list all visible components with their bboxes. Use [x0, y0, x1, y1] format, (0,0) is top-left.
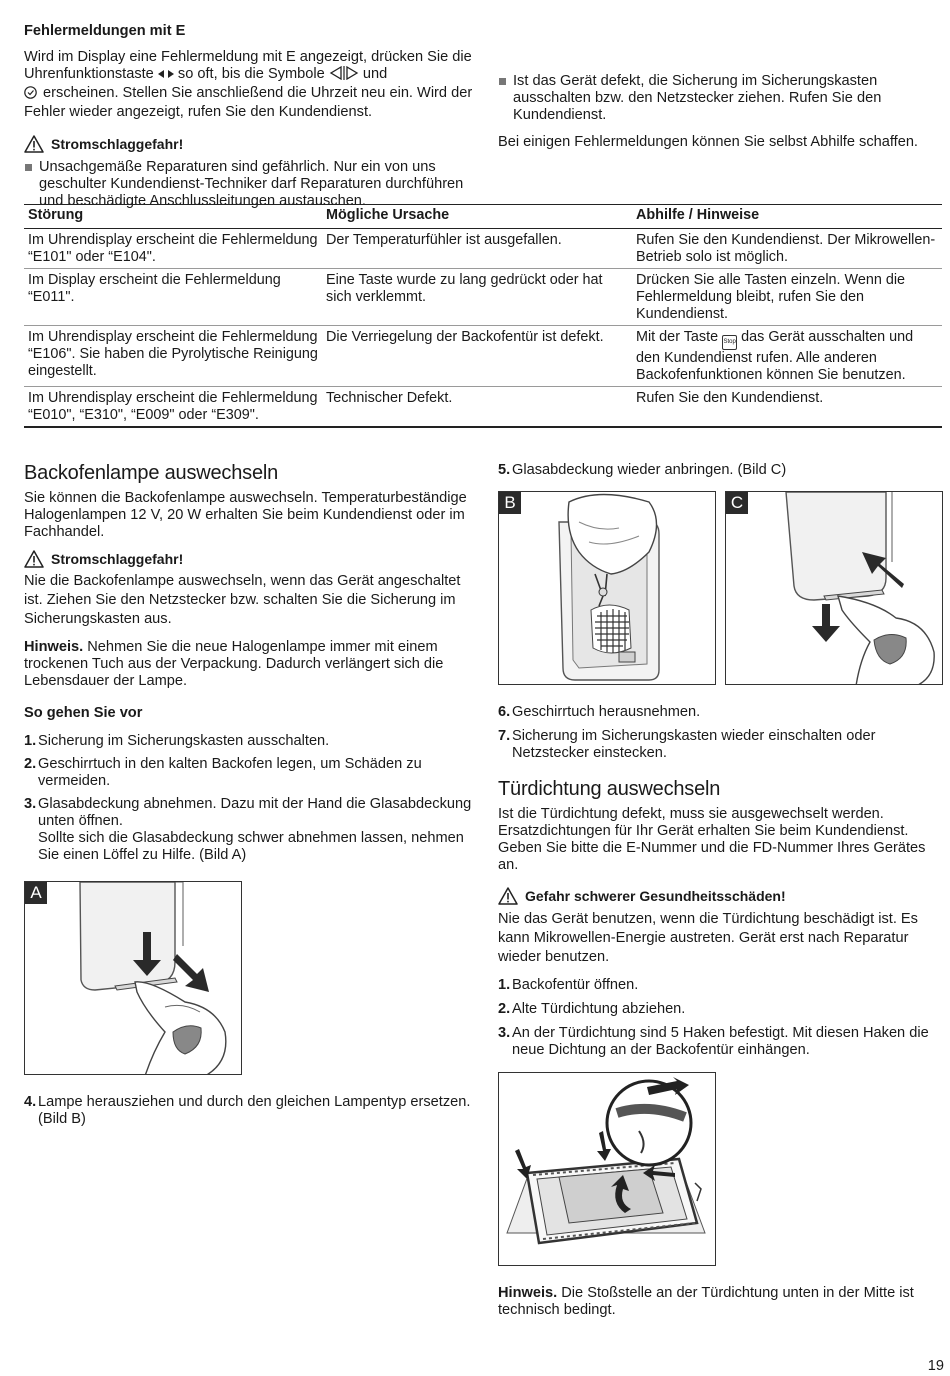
warning-icon	[498, 887, 518, 905]
step-text: Glasabdeckung abnehmen. Dazu mit der Hand die Glasabdeckung unten öffnen.	[38, 796, 472, 829]
step-list	[498, 462, 944, 479]
steps-6-7	[498, 704, 944, 768]
intro-text: so oft, bis die Symbole	[173, 66, 329, 82]
table-row	[24, 326, 942, 387]
door-seal-note	[498, 1285, 944, 1319]
stop-key-icon: Stop	[722, 335, 737, 350]
intro-paragraph	[24, 49, 474, 121]
step-list	[24, 1094, 474, 1128]
note-label: Hinweis.	[24, 639, 84, 655]
table-cell: Technischer Defekt.	[322, 387, 632, 428]
self-help-text: Bei einigen Fehlermeldungen können Sie selbst Abhilfe schaffen.	[498, 134, 918, 150]
figure-label: B	[499, 492, 521, 514]
step-text: Backofentür öffnen.	[512, 977, 639, 993]
howto-heading: So gehen Sie vor	[24, 705, 143, 721]
bullet-item: Unsachgemäße Reparaturen sind gefährlich. Nur ein von uns geschulter Kundendienst-Techniker darf Reparaturen durchführen und beschädigte Anschlussleitungen austauschen.	[24, 159, 474, 210]
clock-symbol-icon	[24, 86, 39, 104]
section-heading: Fehlermeldungen mit E	[24, 23, 186, 39]
step-number: 4.	[24, 1094, 37, 1110]
figure-door-seal	[498, 1072, 716, 1266]
clock-function-key-icon	[158, 66, 174, 83]
table-cell	[632, 326, 942, 387]
step-number: 3.	[498, 1025, 511, 1041]
step-item	[24, 756, 474, 790]
figure-c	[725, 491, 943, 685]
lamp-replacement-section	[24, 461, 474, 870]
figure-label: A	[25, 882, 47, 904]
error-messages-continuation	[498, 23, 944, 151]
arrows-symbol-icon	[329, 66, 359, 85]
step-number: 2.	[498, 1001, 511, 1017]
table-cell: Der Temperaturfühler ist ausgefallen.	[322, 229, 632, 269]
section-heading: Türdichtung auswechseln	[498, 778, 721, 800]
step-list	[498, 704, 944, 762]
intro-text: und	[358, 66, 388, 82]
figure-label: C	[726, 492, 748, 514]
step-text: An der Türdichtung sind 5 Haken befestigt. Mit diesen Haken die neue Dichtung an der Backofentür einhängen.	[512, 1025, 929, 1058]
step-text: Sicherung im Sicherungskasten wieder einschalten oder Netzstecker einstecken.	[512, 728, 876, 761]
table-cell: Im Display erscheint die Fehlermeldung “E011".	[24, 269, 322, 326]
warning-title: Stromschlaggefahr!	[51, 550, 184, 567]
step-text: Alte Türdichtung abziehen.	[512, 1001, 686, 1017]
warning-text: Nie die Backofenlampe auswechseln, wenn das Gerät angeschaltet ist. Ziehen Sie den Netzstecker bzw. schalten Sie die Sicherung im Sicherungskasten aus.	[24, 573, 461, 627]
bullet-item: Ist das Gerät defekt, die Sicherung im Sicherungskasten ausschalten bzw. den Netzstecker ziehen. Rufen Sie den Kundendienst.	[498, 73, 944, 124]
step-number: 2.	[24, 756, 37, 772]
step-text: Geschirrtuch in den kalten Backofen legen, um Schäden zu vermeiden.	[38, 756, 422, 789]
glass-cover-attach-illustration	[726, 492, 943, 685]
cell-text: Mit der Taste	[636, 329, 723, 345]
note-paragraph	[24, 639, 474, 690]
error-table	[24, 204, 942, 428]
step-item	[498, 704, 944, 721]
step-number: 1.	[498, 977, 511, 993]
door-seal-section	[498, 777, 944, 1065]
table-cell: Im Uhrendisplay erscheint die Fehlermeldung “E106". Sie haben die Pyrolytische Reinigung eingestellt.	[24, 326, 322, 387]
step-item	[498, 462, 944, 479]
step-5	[498, 462, 944, 485]
table-cell: Rufen Sie den Kundendienst.	[632, 387, 942, 428]
table-cell: Drücken Sie alle Tasten einzeln. Wenn die Fehlermeldung bleibt, rufen Sie den Kundendienst.	[632, 269, 942, 326]
table-header-row	[24, 205, 942, 229]
table-cell: Im Uhrendisplay erscheint die Fehlermeldung “E101" oder “E104".	[24, 229, 322, 269]
step-item	[498, 1025, 944, 1059]
step-item	[24, 733, 474, 750]
warning-title: Stromschlaggefahr!	[51, 135, 184, 152]
table-cell: Rufen Sie den Kundendienst. Der Mikrowellen-Betrieb solo ist möglich.	[632, 229, 942, 269]
health-hazard-warning	[498, 887, 944, 905]
intro-text: Wird im Display eine Fehlermeldung mit E angezeigt, drücken Sie die Uhrenfunktionstaste	[24, 49, 472, 82]
section-heading: Backofenlampe auswechseln	[24, 462, 279, 484]
step-text: Lampe herausziehen und durch den gleichen Lampentyp ersetzen. (Bild B)	[38, 1094, 471, 1127]
step-number: 1.	[24, 733, 37, 749]
table-row	[24, 387, 942, 428]
glass-cover-removal-illustration	[25, 882, 242, 1075]
intro-text: erscheinen. Stellen Sie anschließend die Uhrzeit neu ein. Wird der Fehler wieder angezeigt, rufen Sie den Kundendienst.	[24, 85, 473, 120]
note-paragraph	[498, 1285, 944, 1319]
step-list	[24, 733, 474, 864]
step-item	[24, 796, 474, 864]
step-item	[498, 977, 944, 994]
step-number: 3.	[24, 796, 37, 812]
step-number: 6.	[498, 704, 511, 720]
step-item	[24, 1094, 474, 1128]
step-item	[498, 728, 944, 762]
intro-paragraph: Sie können die Backofenlampe auswechseln. Temperaturbeständige Halogenlampen 12 V, 20 W erhalten Sie beim Kundendienst oder im Fachhandel.	[24, 490, 467, 540]
column-header: Abhilfe / Hinweise	[632, 205, 942, 229]
table-row	[24, 229, 942, 269]
warning-icon	[24, 135, 44, 153]
electric-shock-warning	[24, 135, 474, 153]
warning-title: Gefahr schwerer Gesundheitsschäden!	[525, 887, 786, 904]
step-4	[24, 1094, 474, 1134]
step-number: 5.	[498, 462, 511, 478]
step-text: Geschirrtuch herausnehmen.	[512, 704, 701, 720]
step-text: Glasabdeckung wieder anbringen. (Bild C)	[512, 462, 787, 478]
step-item	[498, 1001, 944, 1018]
figure-a	[24, 881, 242, 1075]
table-cell: Die Verriegelung der Backofentür ist defekt.	[322, 326, 632, 387]
step-list	[498, 977, 944, 1059]
note-text: Nehmen Sie die neue Halogenlampe immer mit einem trockenen Tuch aus der Verpackung. Dadurch verlängert sich die Lebensdauer der Lampe.	[24, 639, 444, 689]
warning-text: Nie das Gerät benutzen, wenn die Türdichtung beschädigt ist. Es kann Mikrowellen-Energie austreten. Gerät erst nach Reparatur wieder benutzen.	[498, 911, 918, 965]
page-number: 19	[927, 1358, 944, 1374]
table-cell: Im Uhrendisplay erscheint die Fehlermeldung “E010", “E310", “E009" oder “E309".	[24, 387, 322, 428]
step-text: Sollte sich die Glasabdeckung schwer abnehmen lassen, nehmen Sie einen Löffel zu Hilfe. (Bild A)	[38, 830, 464, 863]
intro-paragraph: Ist die Türdichtung defekt, muss sie ausgewechselt werden. Ersatzdichtungen für Ihr Gerät erhalten Sie beim Kundendienst. Geben Sie bitte die E-Nummer und die FD-Nummer Ihres Gerätes an.	[498, 806, 926, 873]
cell-text: das Gerät ausschalten und den Kundendienst rufen. Alle anderen Backofenfunktionen können Sie benutzen.	[636, 329, 914, 383]
table-cell: Eine Taste wurde zu lang gedrückt oder hat sich verklemmt.	[322, 269, 632, 326]
electric-shock-warning	[24, 550, 474, 568]
figure-b	[498, 491, 716, 685]
door-seal-illustration	[499, 1073, 716, 1266]
warning-icon	[24, 550, 44, 568]
lamp-removal-illustration	[499, 492, 716, 685]
column-header: Störung	[24, 205, 322, 229]
note-text: Die Stoßstelle an der Türdichtung unten in der Mitte ist technisch bedingt.	[498, 1285, 914, 1318]
step-text: Sicherung im Sicherungskasten ausschalten.	[38, 733, 330, 749]
step-number: 7.	[498, 728, 511, 744]
note-label: Hinweis.	[498, 1285, 558, 1301]
error-messages-section	[24, 23, 474, 210]
column-header: Mögliche Ursache	[322, 205, 632, 229]
table-row	[24, 269, 942, 326]
